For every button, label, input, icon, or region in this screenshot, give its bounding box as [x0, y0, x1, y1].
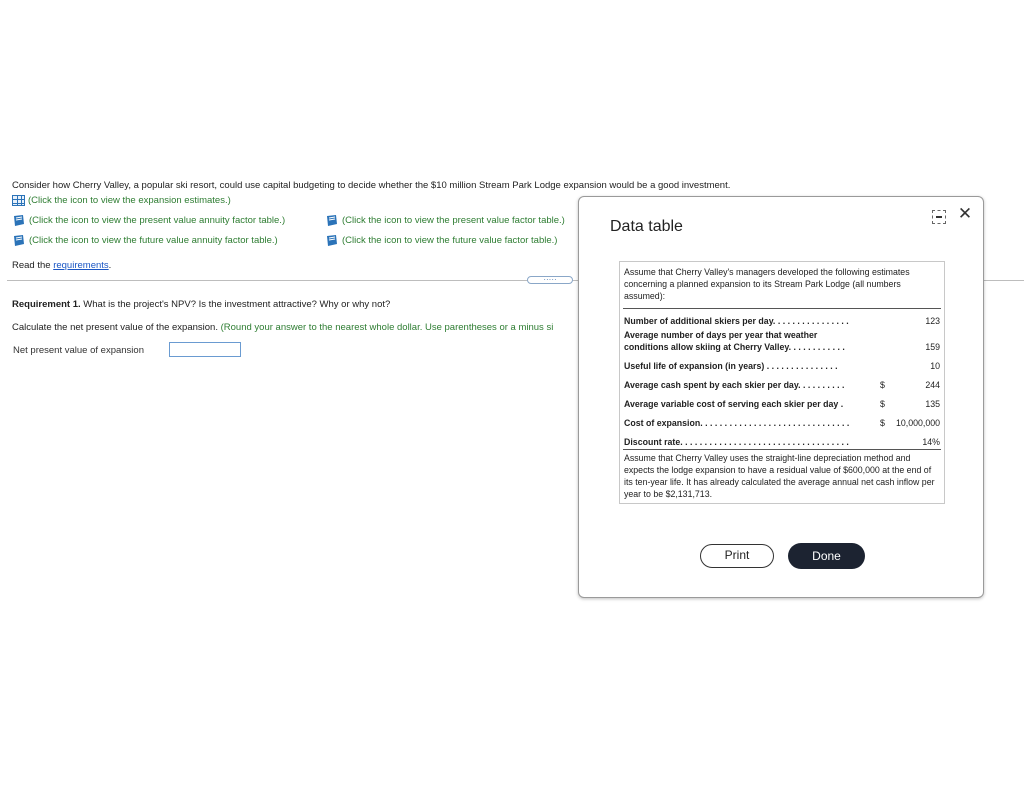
row-label: Average cash spent by each skier per day. . . . . . . . . .	[624, 380, 845, 390]
fv-annuity-link[interactable]	[12, 234, 278, 247]
row-currency: $	[880, 399, 885, 409]
requirement-text: What is the project's NPV? Is the investment attractive? Why or why not?	[80, 299, 391, 310]
row-value: 14%	[922, 437, 940, 447]
estimates-table	[619, 261, 945, 504]
book-icon[interactable]	[12, 234, 26, 247]
npv-input[interactable]	[169, 342, 241, 357]
row-label: conditions allow skiing at Cherry Valley. . . . . . . . . . . .	[624, 342, 845, 352]
table-rule-bottom	[623, 449, 941, 450]
read-suffix: .	[108, 260, 112, 271]
book-icon[interactable]	[325, 234, 339, 247]
expansion-link-text[interactable]: (Click the icon to view the expansion estimates.)	[28, 195, 231, 206]
table-rule-top	[623, 308, 941, 309]
calc-hint: (Round your answer to the nearest whole dollar. Use parentheses or a minus si	[220, 322, 554, 333]
calc-text: Calculate the net present value of the expansion.	[12, 322, 221, 333]
dialog-title: Data table	[610, 218, 683, 235]
print-button[interactable]: Print	[700, 544, 774, 568]
row-label: Useful life of expansion (in years) . . . . . . . . . . . . . . .	[624, 361, 838, 371]
row-currency: $	[880, 380, 885, 390]
requirement-label: Requirement 1.	[12, 299, 81, 310]
book-icon[interactable]	[325, 214, 339, 227]
book-icon[interactable]	[12, 214, 26, 227]
row-label: Average variable cost of serving each skier per day .	[624, 399, 844, 409]
expansion-estimates-link[interactable]	[12, 195, 231, 206]
done-button[interactable]: Done	[788, 543, 865, 569]
pv-factor-link[interactable]	[325, 214, 565, 227]
pv-factor-link-text[interactable]: (Click the icon to view the present value factor table.)	[342, 215, 565, 226]
row-value: 123	[925, 316, 940, 326]
data-table-dialog	[578, 196, 984, 598]
row-value: 159	[925, 342, 940, 352]
fv-factor-link[interactable]	[325, 234, 557, 247]
row-currency: $	[880, 418, 885, 428]
minimize-icon[interactable]	[932, 210, 946, 224]
question-intro: Consider how Cherry Valley, a popular ski resort, could use capital budgeting to decide whether the $10 million Stream Park Lodge expansion would be a good investment.	[12, 180, 731, 191]
table-intro: Assume that Cherry Valley's managers developed the following estimates concerning a planned expansion to its Stream Park Lodge (all numbers assumed):	[624, 267, 910, 301]
table-footer: Assume that Cherry Valley uses the straight-line depreciation method and expects the lodge expansion to have a residual value of $600,000 at the end of its ten-year life. It has already calculated the average annual net cash inflow per year to be $2,131,713.	[624, 453, 935, 499]
divider-handle[interactable]: ·····	[527, 276, 573, 284]
row-label: Discount rate. . . . . . . . . . . . . . . . . . . . . . . . . . . . . . . . . . .	[624, 437, 849, 447]
row-value: 135	[925, 399, 940, 409]
requirements-link[interactable]: requirements	[53, 260, 109, 271]
read-requirements	[12, 260, 111, 271]
row-value: 10	[930, 361, 940, 371]
row-value: 10,000,000	[895, 418, 940, 428]
row-value: 244	[925, 380, 940, 390]
close-icon[interactable]: ✕	[957, 204, 973, 223]
npv-label: Net present value of expansion	[13, 345, 144, 356]
grid-icon[interactable]	[12, 195, 25, 206]
requirement-1	[12, 299, 390, 310]
pv-annuity-link[interactable]	[12, 214, 285, 227]
row-label: Average number of days per year that weather	[624, 330, 818, 340]
fv-factor-link-text[interactable]: (Click the icon to view the future value factor table.)	[342, 235, 558, 246]
calc-instruction	[12, 322, 553, 333]
read-prefix: Read the	[12, 260, 54, 271]
row-label: Number of additional skiers per day. . . . . . . . . . . . . . . .	[624, 316, 849, 326]
pv-annuity-link-text[interactable]: (Click the icon to view the present value annuity factor table.)	[29, 215, 286, 226]
fv-annuity-link-text[interactable]: (Click the icon to view the future value annuity factor table.)	[29, 235, 278, 246]
row-label: Cost of expansion. . . . . . . . . . . . . . . . . . . . . . . . . . . . . . .	[624, 418, 850, 428]
